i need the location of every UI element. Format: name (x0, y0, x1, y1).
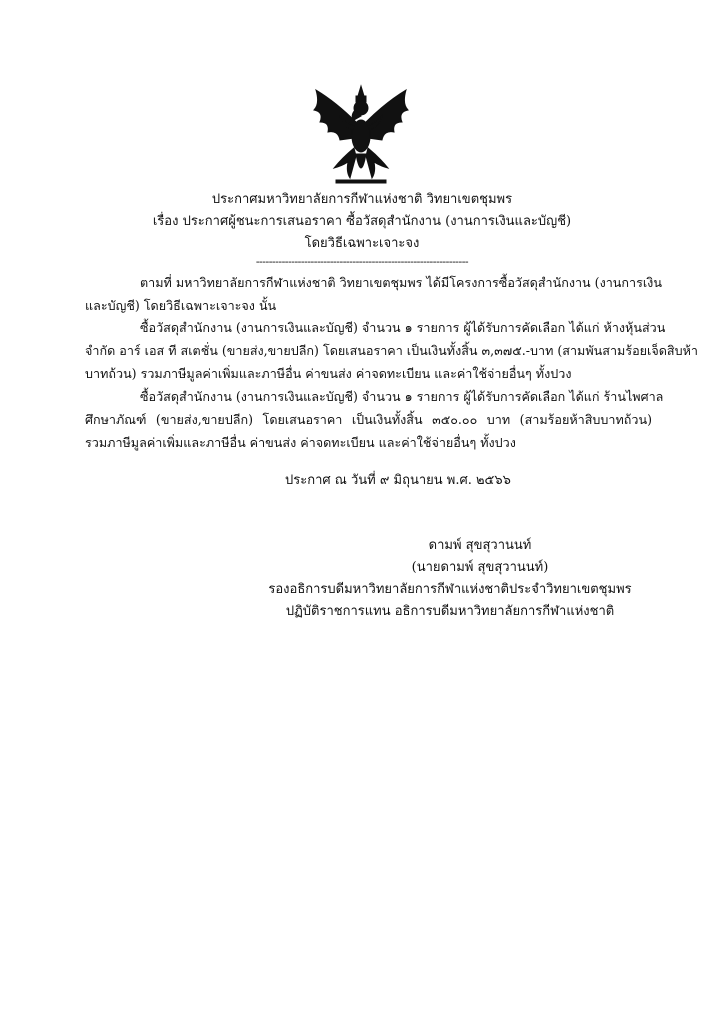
paragraph-3-line-2: ศึกษาภัณฑ์ (ขายส่ง,ขายปลีก) โดยเสนอราคา เป็นเงินทั้งสิ้น ๓๕๐.๐๐ บาท (สามร้อยห้าสิบบาทถ้วน) (85, 412, 652, 427)
signer-full-name: (นายดามพ์ สุขสุวานนท์) (411, 560, 549, 575)
signer-acting-for: ปฏิบัติราชการแทน อธิการบดีมหาวิทยาลัยการกีฬาแห่งชาติ (285, 604, 615, 619)
announcement-date: ประกาศ ณ วันที่ ๙ มิถุนายน พ.ศ. ๒๕๖๖ (285, 473, 511, 488)
paragraph-2-line-1: ซื้อวัสดุสำนักงาน (งานการเงินและบัญชี) จำนวน ๑ รายการ ผู้ได้รับการคัดเลือก ได้แก่ ห้างหุ้นส่วน (140, 320, 666, 335)
separator-line: ------------------------------------------------------------------ (255, 255, 469, 268)
paragraph-3-line-1: ซื้อวัสดุสำนักงาน (งานการเงินและบัญชี) จำนวน ๑ รายการ ผู้ได้รับการคัดเลือก ได้แก่ ร้านไพศาล (140, 389, 664, 404)
signed-name: ดามพ์ สุขสุวานนท์ (428, 538, 532, 553)
announcement-title: ประกาศมหาวิทยาลัยการกีฬาแห่งชาติ วิทยาเขตชุมพร (211, 192, 513, 207)
paragraph-2-line-3: บาทถ้วน) รวมภาษีมูลค่าเพิ่มและภาษีอื่น ค่าขนส่ง ค่าจดทะเบียน และค่าใช้จ่ายอื่นๆ ทั้งปวง (85, 366, 572, 381)
signer-position: รองอธิการบดีมหาวิทยาลัยการกีฬาแห่งชาติประจำวิทยาเขตชุมพร (268, 582, 632, 597)
procurement-method: โดยวิธีเฉพาะเจาะจง (304, 236, 420, 251)
paragraph-2-line-2: จำกัด อาร์ เอส ที สเตชั่น (ขายส่ง,ขายปลีก) โดยเสนอราคา เป็นเงินทั้งสิ้น ๓,๓๗๕.-บาท (สามพันสามร้อยเจ็ดสิบห้า (85, 343, 698, 358)
announcement-subject: เรื่อง ประกาศผู้ชนะการเสนอราคา ซื้อวัสดุสำนักงาน (งานการเงินและบัญชี) (152, 214, 572, 229)
paragraph-1-line-1: ตามที่ มหาวิทยาลัยการกีฬาแห่งชาติ วิทยาเขตชุมพร ได้มีโครงการซื้อวัสดุสำนักงาน (งานการเงิน (140, 275, 662, 290)
paragraph-1-line-2: และบัญชี) โดยวิธีเฉพาะเจาะจง นั้น (85, 298, 277, 313)
paragraph-3-line-3: รวมภาษีมูลค่าเพิ่มและภาษีอื่น ค่าขนส่ง ค่าจดทะเบียน และค่าใช้จ่ายอื่นๆ ทั้งปวง (85, 435, 516, 450)
garuda-emblem-icon (306, 82, 416, 186)
